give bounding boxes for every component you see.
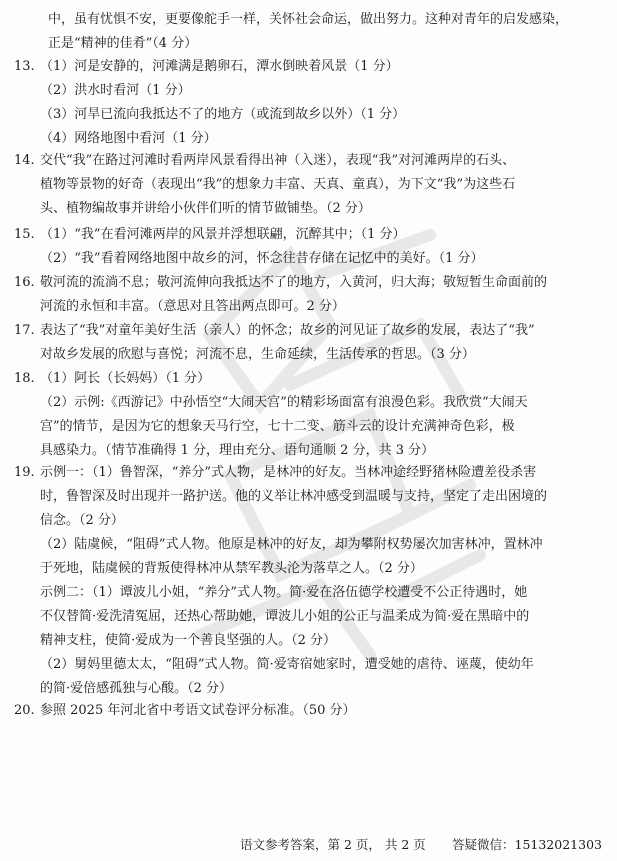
question-number: 13. xyxy=(14,59,35,74)
answer-line: （2）洪水时看河（1 分） xyxy=(40,83,191,98)
answer-line: 于死地，陆虞候的背叛使得林冲从禁军教头沦为落草之人。（2 分） xyxy=(40,561,423,576)
answer-line: 精神支柱，使简·爱成为一个善良坚强的人。（2 分） xyxy=(40,633,337,648)
answer-line: 具感染力。（情节准确得 1 分，理由充分、语句通顺 2 分，共 3 分） xyxy=(40,443,435,458)
answer-line: （1）“我”在看河滩两岸的风景并浮想联翩，沉醉其中；（1 分） xyxy=(40,227,406,242)
answer-line: （1）河是安静的，河滩满是鹅卵石，潭水倒映着风景（1 分） xyxy=(40,59,399,74)
answer-line: 示例二：（1）谭波儿小姐，“养分”式人物。简·爱在洛伍德学校遭受不公正待遇时，她 xyxy=(40,585,528,600)
answer-line: 参照 2025 年河北省中考语文试卷评分标准。（50 分） xyxy=(40,703,356,718)
answer-line: 植物等景物的好奇（表现出“我”的想象力丰富、天真、童真），为下文“我”为这些石 xyxy=(40,177,516,192)
question-number: 18. xyxy=(14,371,35,386)
answer-line: 宫”的情节，是因为它的想象天马行空，七十二变、筋斗云的设计充满神奇色彩，极 xyxy=(40,419,515,434)
answer-line: 正是“精神的佳肴”（4 分） xyxy=(48,36,198,51)
answer-line: 示例一：（1）鲁智深，“养分”式人物，是林冲的好友。当林冲途经野猪林险遭差役杀害 xyxy=(40,465,537,480)
answer-line: 河流的永恒和丰富。（意思对且答出两点即可。2 分） xyxy=(40,299,345,314)
answer-line: 时，鲁智深及时出现并一路护送。他的义举让林冲感受到温暖与支持，坚定了走出困境的 xyxy=(40,489,548,504)
question-number: 16. xyxy=(14,275,35,290)
question-number: 20. xyxy=(14,703,35,718)
answer-line: （2）陆虞候，“阻碍”式人物。他原是林冲的好友，却为攀附权势屡次加害林冲，置林冲 xyxy=(40,537,543,552)
question-number: 15. xyxy=(14,227,35,242)
footer-contact: 答疑微信：15132021303 xyxy=(452,837,602,852)
answer-line: 的简·爱倍感孤独与心酸。（2 分） xyxy=(40,681,233,696)
question-number: 19. xyxy=(14,465,35,480)
answer-line: （4）网络地图中看河（1 分） xyxy=(40,131,217,146)
answer-line: （3）河旱已流向我抵达不了的地方（或流到故乡以外）（1 分） xyxy=(40,107,406,122)
answer-line: 中，虽有忧惧不安，更要像舵手一样，关怀社会命运，做出努力。这种对青年的启发感染， xyxy=(48,12,569,27)
footer-page-info: 语文参考答案，第 2 页， 共 2 页 xyxy=(240,837,426,852)
answer-line: 信念。（2 分） xyxy=(40,513,124,528)
answer-line: 交代“我”在路过河滩时看两岸风景看得出神（入迷），表现“我”对河滩两岸的石头、 xyxy=(40,153,516,168)
answer-line: 表达了“我”对童年美好生活（亲人）的怀念；故乡的河见证了故乡的发展，表达了“我” xyxy=(40,323,535,338)
answer-line: （2）舅妈里德太太，“阻碍”式人物。简·爱寄宿她家时，遭受她的虐待、诬蔑，使幼年 xyxy=(40,657,534,672)
question-number: 17. xyxy=(14,323,35,338)
answer-line: （1）阿长（长妈妈）（1 分） xyxy=(40,371,211,386)
answer-line: （2）示例:《西游记》中孙悟空“大闹天宫”的精彩场面富有浪漫色彩。我欣赏“大闹天 xyxy=(40,395,528,410)
question-number: 14. xyxy=(14,153,35,168)
answer-line: 对故乡发展的欣慰与喜悦；河流不息，生命延续，生活传承的哲思。（3 分） xyxy=(40,347,475,362)
answer-line: 敬河流的流淌不息；敬河流伸向我抵达不了的地方，入黄河，归大海；敬短暂生命面前的 xyxy=(40,275,548,290)
answer-line: 头、植物编故事并讲给小伙伴们听的情节做铺垫。（2 分） xyxy=(40,201,371,216)
answer-line: （2）“我”看着网络地图中故乡的河，怀念往昔存储在记忆中的美好。（1 分） xyxy=(40,251,484,266)
answer-line: 不仅替简·爱洗清冤屈，还热心帮助她，谭波儿小姐的公正与温柔成为简·爱在黑暗中的 xyxy=(40,609,530,624)
